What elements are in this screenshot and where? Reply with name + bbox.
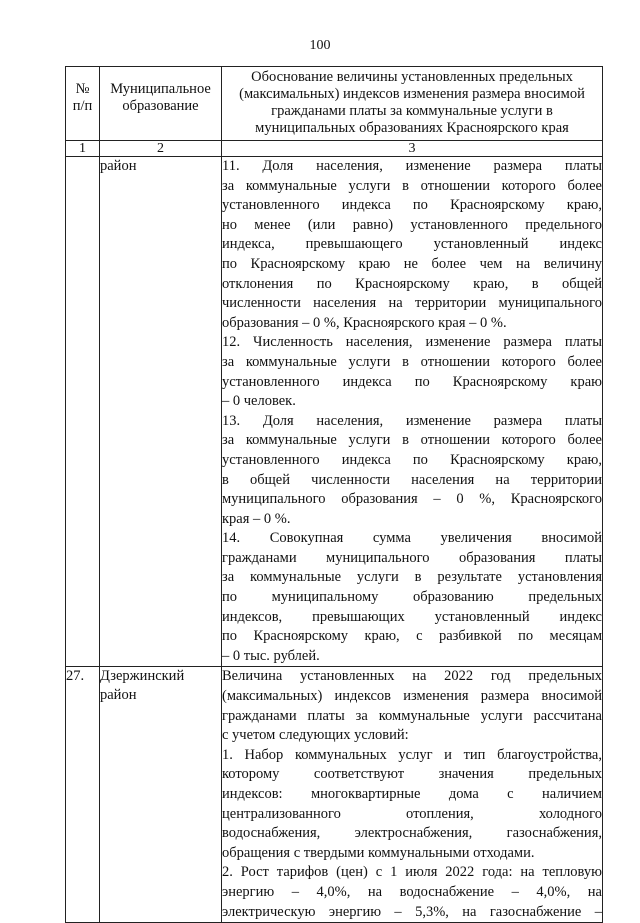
text-line: 13. Доля населения, изменение размера платы (222, 412, 602, 429)
text-line: с учетом следующих условий: (222, 727, 409, 744)
table-row (66, 667, 603, 923)
text-line: края – 0 %. (222, 510, 291, 527)
text-line: гражданами муниципального образования платы (222, 549, 602, 566)
text-line: 2. Рост тарифов (цен) с 1 июля 2022 года: на тепловую (222, 864, 602, 881)
text-line: энергию – 4,0%, на водоснабжение – 4,0%, на (222, 883, 602, 900)
column-number: 1 (66, 141, 100, 157)
row-number: 27. (66, 667, 100, 923)
column-number: 2 (100, 141, 222, 157)
text-line: 11. Доля населения, изменение размера платы (222, 158, 602, 174)
text-line: численности населения на территории муниципального (222, 295, 602, 312)
text-line: за коммунальные услуги в отношении которого более (222, 353, 602, 370)
text-line: индекса, превышающего установленный индекс (222, 236, 602, 253)
header-num: № п/п (66, 67, 100, 141)
text-line: которому соответствуют значения предельных (222, 766, 602, 783)
text-line: – 0 тыс. рублей. (222, 647, 320, 664)
text-line: Величина установленных на 2022 год предельных (222, 668, 602, 685)
text-line: водоснабжения, электроснабжения, газоснабжения, (222, 825, 602, 842)
text-line: отклонения по Красноярскому краю, в общей (222, 275, 602, 292)
justification-cell (222, 157, 603, 667)
table-header-row (66, 67, 603, 141)
text-line: 1. Набор коммунальных услуг и тип благоустройства, (222, 746, 602, 763)
text-line: установленного индекса по Красноярскому краю, (222, 451, 602, 468)
text-line: обращения с твердыми коммунальными отходами. (222, 844, 535, 861)
table-row (66, 157, 603, 667)
municipality-name: район (100, 157, 222, 667)
text-line: в общей численности населения на территории (222, 471, 602, 488)
text-line: за коммунальные услуги в отношении которого более (222, 432, 602, 449)
text-line: электрическую энергию – 5,3%, на газоснабжение – (222, 903, 602, 920)
row-number (66, 157, 100, 667)
column-number-row (66, 141, 603, 157)
justification-cell (222, 667, 603, 923)
text-line: гражданами платы за коммунальные услуги рассчитана (222, 707, 602, 724)
header-municipality: Муниципальное образование (100, 67, 222, 141)
municipal-index-table (65, 66, 603, 923)
text-line: 12. Численность населения, изменение размера платы (222, 334, 602, 351)
text-line: 14. Совокупная сумма увеличения вносимой (222, 530, 602, 547)
text-line: установленного индекса по Красноярскому краю, (222, 197, 602, 214)
text-line: по Красноярскому краю, с разбивкой по месяцам (222, 628, 602, 645)
municipality-name: Дзержинский район (100, 667, 222, 923)
text-line: но менее (или равно) установленного предельного (222, 216, 602, 233)
text-line: по муниципальному образованию предельных (222, 589, 602, 606)
text-line: индексов, превышающих установленный индекс (222, 608, 602, 625)
text-line: за коммунальные услуги в отношении которого более (222, 177, 602, 194)
page-number: 100 (309, 38, 331, 53)
text-line: установленного индекса по Красноярскому краю (222, 373, 602, 390)
text-line: централизованного отопления, холодного (222, 805, 602, 822)
text-line: индексов: многоквартирные дома с наличием (222, 786, 602, 802)
header-justification: Обоснование величины установленных предельных (максимальных) индексов изменения размера вносимой гражданами платы за коммунальные услуги в муниципальных образованиях Красноярского края (222, 67, 603, 141)
text-line: муниципального образования – 0 %, Красноярского (222, 491, 602, 508)
text-line: – 0 человек. (222, 393, 296, 410)
text-line: за коммунальные услуги в результате установления (222, 569, 602, 586)
text-line: по Красноярскому краю не более чем на величину (222, 255, 602, 272)
text-line: образования – 0 %, Красноярского края – 0 %. (222, 314, 507, 331)
column-number: 3 (222, 141, 603, 157)
text-line: (максимальных) индексов изменения размера вносимой (222, 688, 602, 705)
